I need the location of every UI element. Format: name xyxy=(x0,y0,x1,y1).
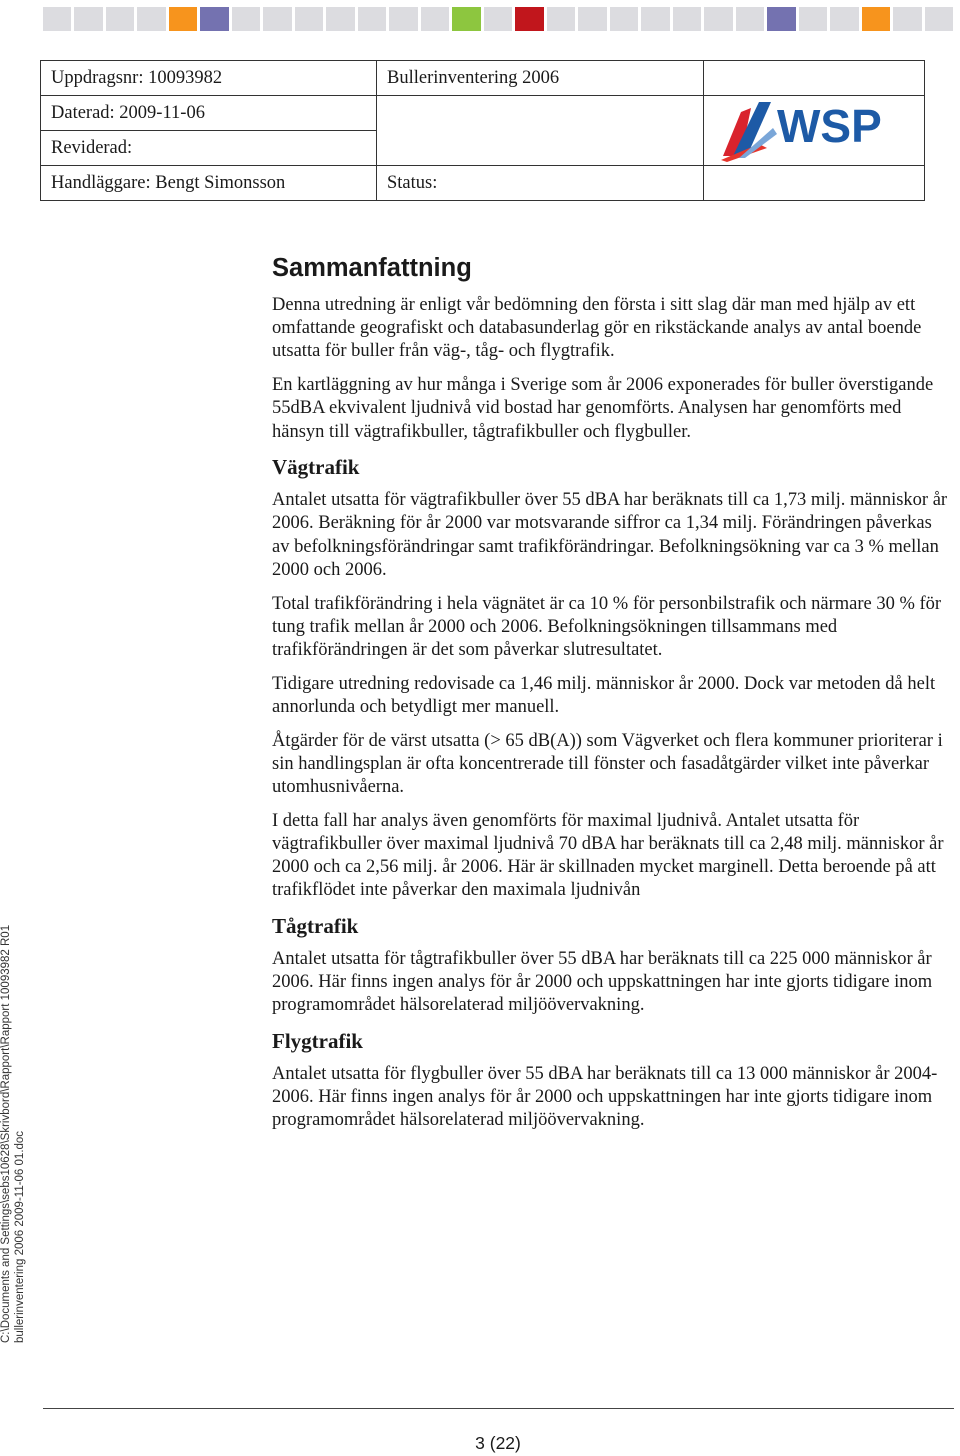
footer-divider xyxy=(43,1408,954,1409)
color-tile xyxy=(925,7,953,31)
color-tile xyxy=(263,7,291,31)
color-tile xyxy=(704,7,732,31)
color-tile-strip xyxy=(43,7,953,31)
color-tile xyxy=(767,7,795,31)
color-tile xyxy=(43,7,71,31)
revised-field: Reviderad: xyxy=(41,131,377,166)
empty-cell xyxy=(377,96,704,166)
road-traffic-heading: Vägtrafik xyxy=(272,455,360,480)
color-tile xyxy=(358,7,386,31)
file-path-line: C:\Documents and Settings\sebs10628\Skrivbord\Rapport\Rapport 10093982 R01 xyxy=(0,924,12,1343)
color-tile xyxy=(389,7,417,31)
color-tile xyxy=(452,7,480,31)
road-paragraph: Antalet utsatta för vägtrafikbuller över 55 dBA har beräknats till ca 1,73 milj. människor år 2006. Beräkning för år 2000 var motsvarande siffror ca 1,34 milj. Förändringen påverkas av befolkningsförändringar samt trafikförändringar. Befolkningsökning var ca 3 % mellan 2000 och 2006. xyxy=(272,490,948,580)
air-traffic-heading: Flygtrafik xyxy=(272,1029,363,1054)
color-tile xyxy=(106,7,134,31)
page-number: 3 (22) xyxy=(475,1433,521,1453)
color-tile xyxy=(484,7,512,31)
color-tile xyxy=(295,7,323,31)
empty-cell xyxy=(704,166,925,201)
color-tile xyxy=(547,7,575,31)
color-tile xyxy=(893,7,921,31)
color-tile xyxy=(673,7,701,31)
color-tile xyxy=(74,7,102,31)
color-tile xyxy=(200,7,228,31)
rail-traffic-heading: Tågtrafik xyxy=(272,913,359,938)
wsp-logo xyxy=(719,98,909,164)
road-paragraph: Tidigare utredning redovisade ca 1,46 milj. människor år 2000. Dock var metoden då helt annorlunda och betydligt mer manuell. xyxy=(272,673,936,717)
color-tile xyxy=(326,7,354,31)
empty-cell xyxy=(704,61,925,96)
file-path-line: bullerinventering 2006 2009-11-06 01.doc xyxy=(13,1130,26,1343)
status-field: Status: xyxy=(377,166,704,201)
color-tile xyxy=(169,7,197,31)
assignment-number: Uppdragsnr: 10093982 xyxy=(41,61,377,96)
header-table xyxy=(40,60,925,201)
road-paragraph: I detta fall har analys även genomförts för maximal ljudnivå. Antalet utsatta för vägtrafikbuller över maximal ljudnivå 70 dBA har beräknats till ca 2,48 milj. människor år 2000 och ca 2,56 milj. år 2006. Här är skillnaden mycket marginell. Detta beroende på att trafikflödet inte påverkar den maximala ljudnivån xyxy=(272,810,944,901)
color-tile xyxy=(610,7,638,31)
summary-paragraph: Denna utredning är enligt vår bedömning den första i sitt slag där man med hjälp av ett omfattande geografiskt och databasunderlag gör en rikstäckande analys av antal boende utsatta för buller från väg-, tåg- och flygtrafik. xyxy=(272,295,922,362)
color-tile xyxy=(736,7,764,31)
file-path-sidebar xyxy=(0,924,27,1343)
color-tile xyxy=(830,7,858,31)
air-paragraph: Antalet utsatta för flygbuller över 55 dBA har beräknats till ca 13 000 människor år 2004-2006. Här finns ingen analys för år 2000 och uppskattningen har inte gjorts tidigare inom programområdet hälsorelaterad miljöövervakning. xyxy=(272,1064,938,1131)
logo-cell xyxy=(704,96,925,166)
color-tile xyxy=(137,7,165,31)
color-tile xyxy=(515,7,543,31)
color-tile xyxy=(641,7,669,31)
rail-paragraph: Antalet utsatta för tågtrafikbuller över 55 dBA har beräknats till ca 225 000 människor år 2006. Här finns ingen analys för år 2000 och uppskattningen har inte gjorts tidigare inom programområdet hälsorelaterad miljöövervakning. xyxy=(272,948,933,1016)
main-content xyxy=(272,252,948,1143)
handler-field: Handläggare: Bengt Simonsson xyxy=(41,166,377,201)
color-tile xyxy=(862,7,890,31)
road-paragraph: Åtgärder för de värst utsatta (> 65 dB(A)) som Vägverket och flera kommuner prioriterar i sin handlingsplan är ofta koncentrerade till fönster och fasadåtgärder vilket inte påverkar utomhusnivåerna. xyxy=(272,730,943,797)
color-tile xyxy=(421,7,449,31)
color-tile xyxy=(799,7,827,31)
project-title: Bullerinventering 2006 xyxy=(377,61,704,96)
color-tile xyxy=(578,7,606,31)
summary-title: Sammanfattning xyxy=(272,254,472,282)
date-field: Daterad: 2009-11-06 xyxy=(41,96,377,131)
road-paragraph: Total trafikförändring i hela vägnätet är ca 10 % för personbilstrafik och närmare 30 % för tung trafik mellan år 2000 och 2006. Befolkningsökningen tillsammans med trafikförändringen är det som påverkar slutresultatet. xyxy=(272,593,942,660)
logo-wordmark: WSP xyxy=(777,99,882,152)
color-tile xyxy=(232,7,260,31)
summary-paragraph: En kartläggning av hur många i Sverige som år 2006 exponerades för buller överstigande 55dBA ekvivalent ljudnivå vid bostad har genomförts. Analysen har genomförts med hänsyn till vägtrafikbuller, tågtrafikbuller och flygbuller. xyxy=(272,375,934,442)
